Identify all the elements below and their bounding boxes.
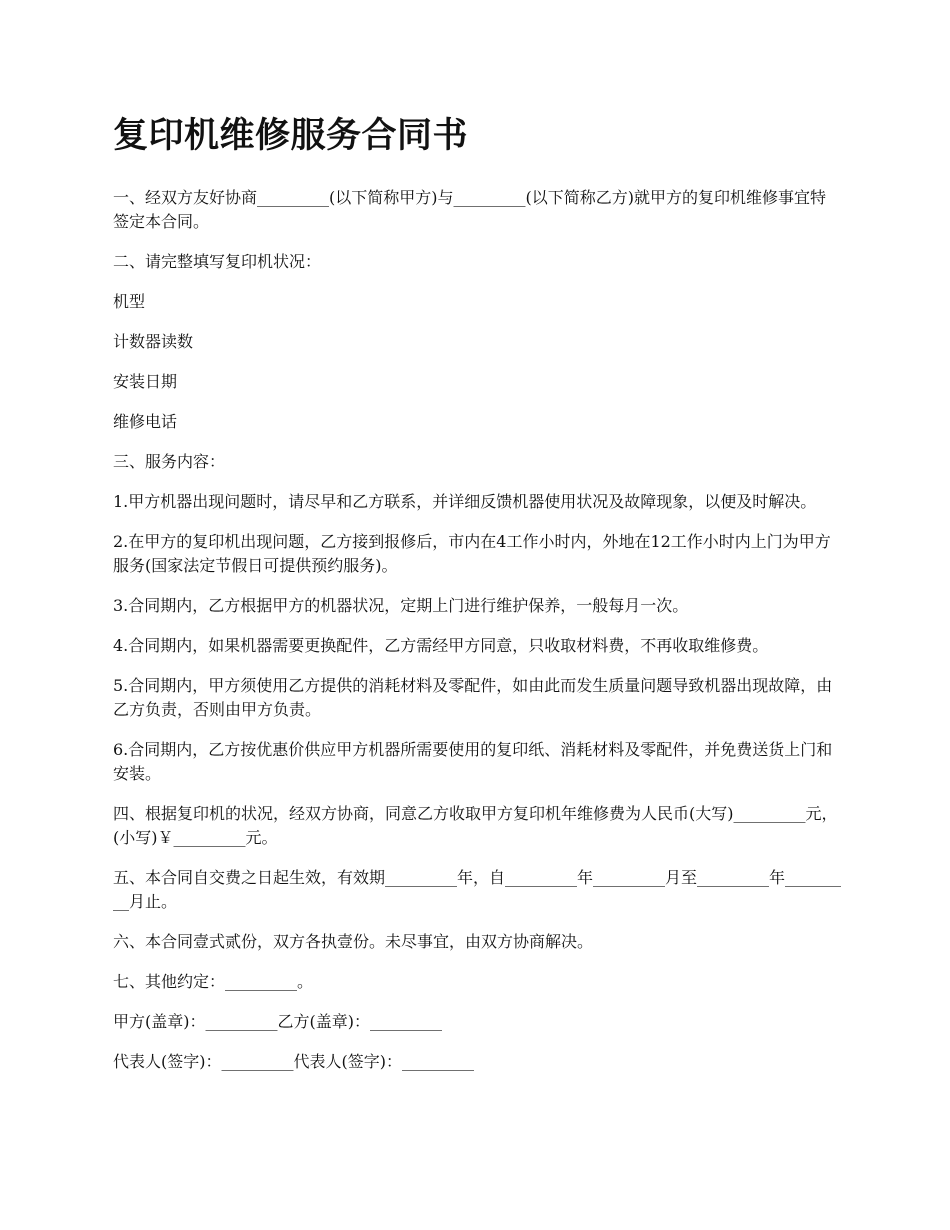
service-item-6: 6.合同期内，乙方按优惠价供应甲方机器所需要使用的复印纸、消耗材料及零配件，并免费送货上门和安装。 — [113, 740, 833, 783]
field-model: 机型 — [113, 292, 146, 311]
signature-seal-line: 甲方(盖章)：_________乙方(盖章)：_________ — [113, 1012, 442, 1031]
paragraph-service-heading: 三、服务内容： — [113, 452, 226, 471]
service-item-4: 4.合同期内，如果机器需要更换配件，乙方需经甲方同意，只收取材料费，不再收取维修费。 — [113, 636, 769, 655]
signature-representative-line: 代表人(签字)：_________代表人(签字)：_________ — [113, 1052, 474, 1071]
field-repair-phone: 维修电话 — [113, 412, 178, 431]
paragraph-copies: 六、本合同壹式贰份，双方各执壹份。未尽事宜，由双方协商解决。 — [113, 932, 594, 951]
field-counter-reading: 计数器读数 — [113, 332, 194, 351]
service-item-1: 1.甲方机器出现问题时，请尽早和乙方联系，并详细反馈机器使用状况及故障现象，以便及时解决。 — [113, 492, 817, 511]
service-item-5: 5.合同期内，甲方须使用乙方提供的消耗材料及零配件，如由此而发生质量问题导致机器出现故障，由乙方负责，否则由甲方负责。 — [113, 676, 833, 719]
paragraph-fee: 四、根据复印机的状况，经双方协商，同意乙方收取甲方复印机年维修费为人民币(大写)_________元，(小写)￥_________元。 — [113, 804, 838, 847]
service-item-3: 3.合同期内，乙方根据甲方的机器状况，定期上门进行维护保养，一般每月一次。 — [113, 596, 689, 615]
field-install-date: 安装日期 — [113, 372, 178, 391]
paragraph-copier-status-heading: 二、请完整填写复印机状况： — [113, 252, 322, 271]
service-item-2: 2.在甲方的复印机出现问题，乙方接到报修后，市内在4工作小时内，外地在12工作小时内上门为甲方服务(国家法定节假日可提供预约服务)。 — [113, 532, 831, 575]
document-title: 复印机维修服务合同书 — [113, 116, 469, 156]
paragraph-other-terms: 七、其他约定：_________。 — [113, 972, 314, 991]
document-page — [113, 112, 841, 1090]
paragraph-parties: 一、经双方友好协商_________(以下简称甲方)与_________(以下简称乙方)就甲方的复印机维修事宜特签定本合同。 — [113, 188, 826, 231]
paragraph-validity: 五、本合同自交费之日起生效，有效期_________年，自_________年_________月至_________年_________月止。 — [113, 868, 842, 911]
